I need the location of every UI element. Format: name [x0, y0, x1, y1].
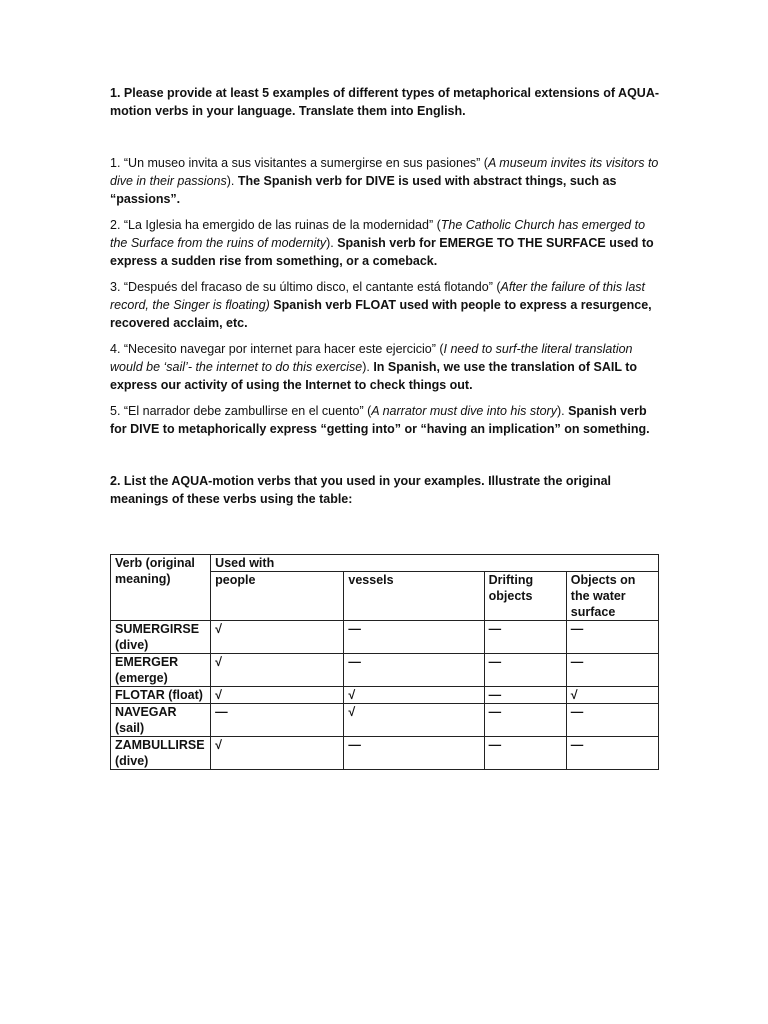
example-spanish: 1. “Un museo invita a sus visitantes a sumergirse en sus pasiones” — [110, 156, 481, 170]
example-explanation: The Spanish verb for DIVE is used with abstract things, such as “passions”. — [110, 174, 617, 206]
verb-cell: SUMERGIRSE (dive) — [111, 621, 211, 654]
table-row — [111, 704, 659, 737]
mark-cell: — — [344, 654, 484, 687]
table-header-row — [111, 555, 659, 572]
document-page — [110, 84, 662, 770]
mark-cell: √ — [211, 654, 344, 687]
mark-cell: — — [484, 621, 566, 654]
example-3: 3. “Después del fracaso de su último disco, el cantante está flotando” (After the failure of this last record, the Singer is floating) Spanish verb FLOAT used with people to express a resurgence, recovered acclaim, etc. — [110, 280, 652, 330]
question-2: 2. List the AQUA-motion verbs that you used in your examples. Illustrate the original meanings of these verbs using the table: — [110, 474, 612, 506]
example-translation: After the failure of this last record, the Singer is floating) — [110, 280, 646, 312]
example-2: 2. “La Iglesia ha emergido de las ruinas de la modernidad” (The Catholic Church has emerged to the Surface from the ruins of modernity). Spanish verb for EMERGE TO THE SURFACE used to express a sudden rise from something, or a comeback. — [110, 218, 654, 268]
verb-cell: NAVEGAR (sail) — [111, 704, 211, 737]
mark-cell: — — [566, 621, 658, 654]
mark-cell: √ — [211, 687, 344, 704]
example-translation: A museum invites its visitors to dive in their passions — [110, 156, 659, 188]
mark-cell: — — [344, 737, 484, 770]
example-explanation: Spanish verb for DIVE to metaphorically express “getting into” or “having an implication” on something. — [110, 404, 650, 436]
verb-cell: ZAMBULLIRSE (dive) — [111, 737, 211, 770]
example-explanation: In Spanish, we use the translation of SAIL to express our activity of using the Internet to check things out. — [110, 360, 638, 392]
example-5: 5. “El narrador debe zambullirse en el cuento” (A narrator must dive into his story). Spanish verb for DIVE to metaphorically express “getting into” or “having an implication” on something. — [110, 404, 650, 436]
mark-cell: — — [484, 737, 566, 770]
column-header-people: people — [211, 572, 344, 621]
mark-cell: — — [484, 687, 566, 704]
mark-cell: — — [566, 737, 658, 770]
verb-cell: EMERGER (emerge) — [111, 654, 211, 687]
example-translation: A narrator must dive into his story — [371, 404, 557, 418]
question-1: 1. Please provide at least 5 examples of different types of metaphorical extensions of AQUA-motion verbs in your language. Translate them into English. — [110, 86, 660, 118]
table-row — [111, 654, 659, 687]
example-explanation: Spanish verb for EMERGE TO THE SURFACE used to express a sudden rise from something, or a comeback. — [110, 236, 654, 268]
mark-cell: — — [211, 704, 344, 737]
mark-cell: — — [484, 704, 566, 737]
mark-cell: — — [484, 654, 566, 687]
example-1: 1. “Un museo invita a sus visitantes a sumergirse en sus pasiones” (A museum invites its visitors to dive in their passions). The Spanish verb for DIVE is used with abstract things, such as “passions”. — [110, 156, 659, 206]
example-spanish: 5. “El narrador debe zambullirse en el cuento” — [110, 404, 364, 418]
example-spanish: 4. “Necesito navegar por internet para hacer este ejercicio” — [110, 342, 436, 356]
example-spanish: 3. “Después del fracaso de su último disco, el cantante está flotando” — [110, 280, 493, 294]
column-header-drifting-objects: Drifting objects — [484, 572, 566, 621]
mark-cell: √ — [211, 621, 344, 654]
used-with-header: Used with — [211, 555, 659, 572]
mark-cell: — — [566, 654, 658, 687]
mark-cell: √ — [211, 737, 344, 770]
verbs-table — [110, 554, 659, 770]
table-row — [111, 737, 659, 770]
mark-cell: √ — [344, 687, 484, 704]
examples-list — [110, 154, 662, 438]
example-explanation: Spanish verb FLOAT used with people to express a resurgence, recovered acclaim, etc. — [110, 298, 652, 330]
table-row — [111, 687, 659, 704]
mark-cell: √ — [566, 687, 658, 704]
verb-header-cell: Verb (original meaning) — [111, 555, 211, 621]
example-4: 4. “Necesito navegar por internet para hacer este ejercicio” (I need to surf-the literal translation would be ‘sail’- the internet to do this exercise). In Spanish, we use the translation of SAIL to express our activity of using the Internet to check things out. — [110, 342, 638, 392]
table-row — [111, 621, 659, 654]
verb-cell: FLOTAR (float) — [111, 687, 211, 704]
column-header-vessels: vessels — [344, 572, 484, 621]
example-spanish: 2. “La Iglesia ha emergido de las ruinas de la modernidad” — [110, 218, 434, 232]
column-header-objects-on-surface: Objects on the water surface — [566, 572, 658, 621]
example-translation: I need to surf-the literal translation would be ‘sail’- the internet to do this exercise — [110, 342, 633, 374]
mark-cell: — — [344, 621, 484, 654]
example-translation: The Catholic Church has emerged to the Surface from the ruins of modernity — [110, 218, 646, 250]
mark-cell: √ — [344, 704, 484, 737]
mark-cell: — — [566, 704, 658, 737]
